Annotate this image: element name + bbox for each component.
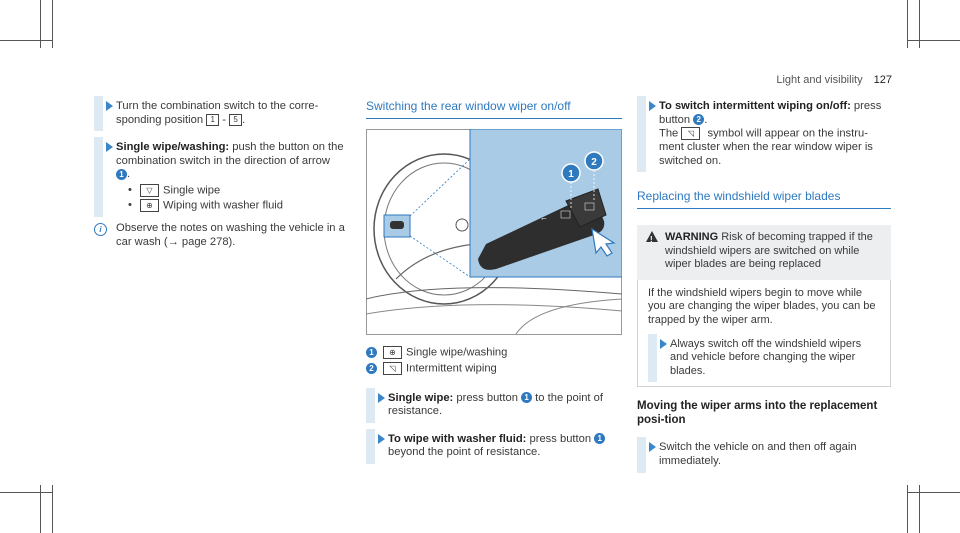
step-arrow-icon [660, 339, 667, 349]
callout-number: 2 [591, 156, 597, 168]
callout-number: 1 [568, 168, 574, 180]
info-icon: i [94, 223, 107, 236]
right-column [637, 100, 891, 478]
section-title: Light and visibility [776, 74, 863, 86]
step-arrow-icon [649, 442, 656, 452]
svg-text:⌐: ⌐ [541, 214, 547, 223]
info-note: i Observe the notes on washing the vehicle in a car wash (→ page 278). [94, 222, 350, 249]
step-single-wipe-washing: Single wipe/washing: push the button on the combination switch in the direction of arrow 1 . • ▽ Single wipe • ⊕ Wiping with washer fluid [94, 141, 350, 213]
left-column [94, 100, 350, 249]
step-arrow-icon [378, 434, 385, 444]
crop-mark [52, 485, 53, 533]
step-arrow-icon [378, 393, 385, 403]
warning-body: If the windshield wipers begin to move while you are changing the wiper blades, you can be trapped by the wiper arm. Always switch off the windshield wipers and vehicle before changing the wiper blades. [637, 280, 891, 388]
list-item: • ▽ Single wipe [128, 184, 350, 198]
section-heading: Switching the rear window wiper on/off [366, 100, 622, 119]
step-arrow-icon [106, 101, 113, 111]
warning-block [637, 225, 891, 387]
callout-number: 2 [366, 363, 377, 374]
page-number: 127 [873, 74, 892, 86]
list-item: • ⊕ Wiping with washer fluid [128, 199, 350, 213]
crop-mark [908, 40, 960, 41]
subsection-heading: Moving the wiper arms into the replacement posi-tion [637, 400, 878, 427]
wipe-options-list [116, 184, 350, 213]
callout-number: 1 [116, 169, 127, 180]
position-key: 5 [229, 114, 242, 126]
rear-washer-icon: ⊕ [383, 346, 402, 359]
crop-mark [908, 492, 960, 493]
single-wipe-icon: ▽ [140, 184, 159, 197]
step-arrow-icon [106, 142, 113, 152]
callout-number: 2 [693, 114, 704, 125]
step-single-wipe: Single wipe: press button 1 to the point of resistance. [366, 392, 622, 419]
step-intermittent-wiping: To switch intermittent wiping on/off: press button 2 . The ◹ symbol will appear on the instru-ment cluster when the rear window wiper is switched on. [637, 100, 891, 168]
section-heading: Replacing the windshield wiper blades [637, 190, 891, 209]
warning-banner: ! WARNING Risk of becoming trapped if the windshield wipers are switched on while wiper blades are being replaced [637, 225, 891, 280]
position-key: 1 [206, 114, 219, 126]
step-arrow-icon [649, 101, 656, 111]
step-turn-switch: Turn the combination switch to the corre-sponding position 1 - 5 . [94, 100, 350, 127]
middle-column [366, 100, 622, 469]
rear-wiper-icon: ◹ [681, 127, 700, 140]
rear-wiper-illustration [366, 129, 622, 335]
legend-item: 1 ⊕ Single wipe/washing [366, 346, 622, 360]
legend-item: 2 ◹ Intermittent wiping [366, 362, 622, 376]
callout-number: 1 [594, 433, 605, 444]
page-header [776, 74, 892, 86]
warning-step: Always switch off the windshield wipers and vehicle before changing the wiper blades. [648, 338, 880, 379]
callout-number: 1 [521, 392, 532, 403]
callout-number: 1 [366, 347, 377, 358]
crop-mark [0, 492, 52, 493]
rear-wiper-icon: ◹ [383, 362, 402, 375]
step-switch-vehicle: Switch the vehicle on and then off again immediately. [637, 441, 891, 468]
step-wipe-with-fluid: To wipe with washer fluid: press button 1 beyond the point of resistance. [366, 433, 622, 460]
warning-icon: ! [646, 231, 658, 242]
crop-mark [52, 0, 53, 48]
washer-fluid-icon: ⊕ [140, 199, 159, 212]
crop-mark [0, 40, 52, 41]
